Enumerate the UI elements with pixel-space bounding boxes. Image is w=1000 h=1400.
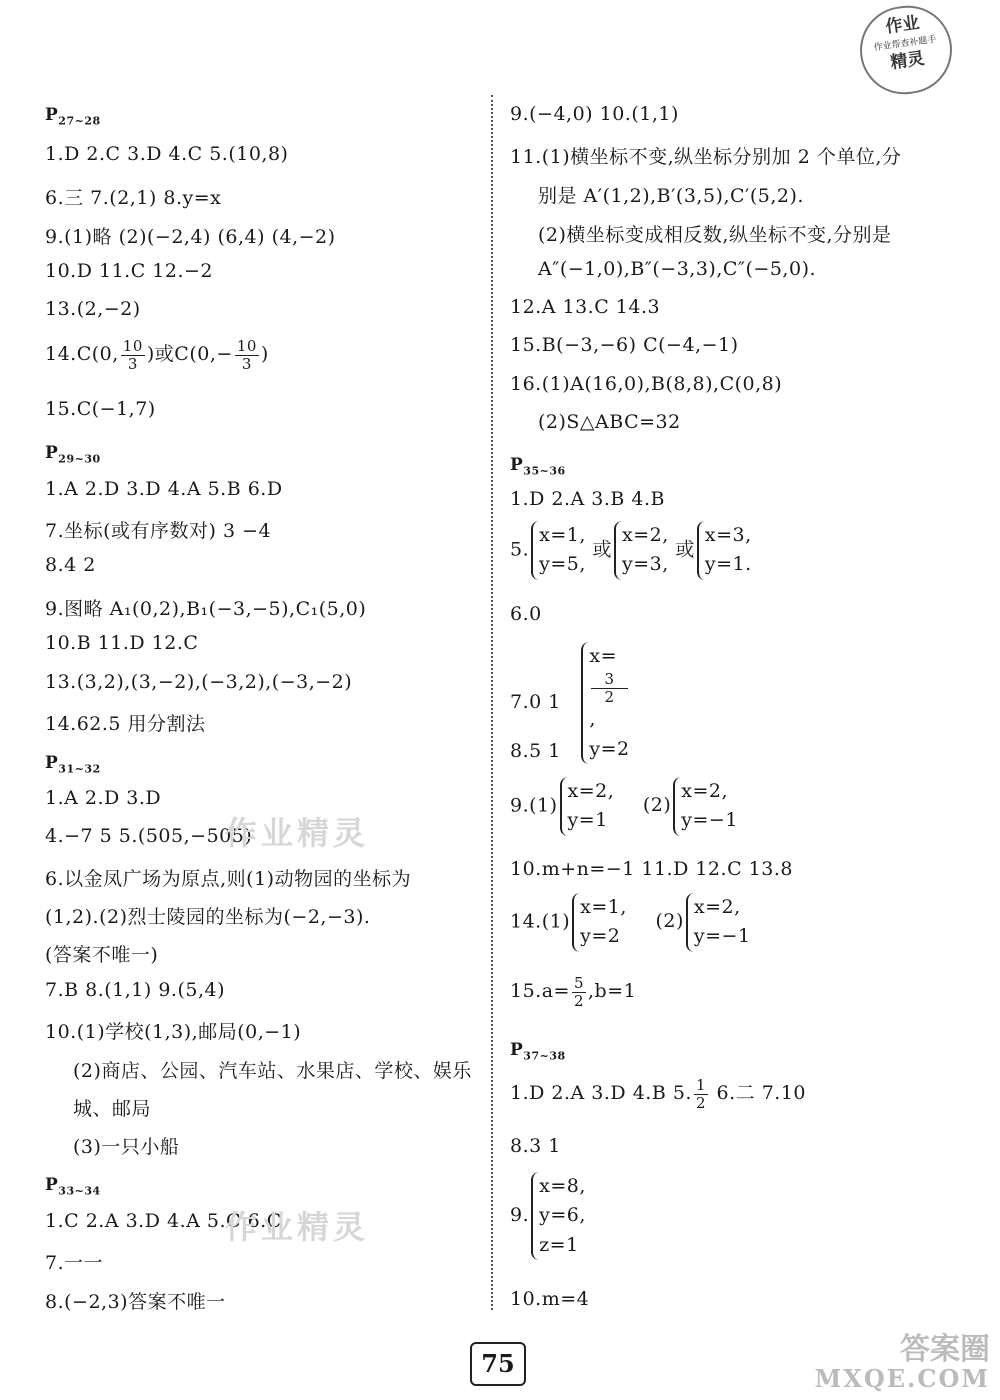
text-part: 或 (592, 538, 612, 561)
equation: y=3, (622, 553, 669, 576)
answer-line: A″(−1,0),B″(−3,3),C″(−5,0). (538, 258, 817, 280)
answer-line: 7.坐标(或有序数对) 3 −4 (45, 520, 272, 542)
equation (589, 642, 629, 735)
answer-line (510, 1077, 806, 1111)
answer-line: 8.3 1 (510, 1135, 561, 1157)
answer-line: (2)S△ABC=32 (538, 411, 681, 433)
answer-line: 9.(1)略 (2)(−2,4) (6,4) (4,−2) (45, 226, 336, 248)
equation: y=−1 (693, 925, 751, 948)
text-part: , (589, 708, 596, 731)
answer-line: 9.(−4,0) 10.(1,1) (510, 103, 679, 125)
answer-line (510, 521, 752, 580)
denominator: 2 (695, 1093, 706, 1112)
section-header (45, 1175, 101, 1197)
section-title: P (45, 105, 59, 125)
answer-line: 8.(−2,3)答案不唯一 (45, 1291, 226, 1313)
section-header (510, 1040, 566, 1062)
answer-line: 4.−7 5 5.(505,−505) (45, 825, 253, 847)
answer-line: 16.(1)A(16,0),B(8,8),C(0,8) (510, 373, 783, 395)
text-part: ) (260, 343, 269, 365)
equation: x=2, (622, 524, 669, 546)
fraction (591, 671, 627, 705)
text-part: 5. (510, 538, 530, 561)
column-divider (491, 95, 493, 1310)
answer-line: 11.(1)横坐标不变,纵坐标分别加 2 个单位,分 (510, 146, 902, 168)
answer-line: 8.5 1 (510, 740, 561, 762)
answer-line: 10.(1)学校(1,3),邮局(0,−1) (45, 1021, 302, 1043)
section-range: 35~36 (523, 464, 566, 478)
answer-line: (2)商店、公园、汽车站、水果店、学校、娱乐 (73, 1060, 472, 1082)
fraction (235, 338, 259, 372)
equation: y=1 (567, 809, 608, 832)
equation: x=2, (681, 780, 729, 802)
answer-line: 城、邮局 (73, 1098, 152, 1120)
text-part: 7.0 1 (510, 691, 561, 714)
fraction (121, 338, 145, 372)
answer-line: 1.D 2.C 3.D 4.C 5.(10,8) (45, 143, 289, 165)
text-part: 14.C(0, (45, 343, 119, 365)
answer-line: 别是 A′(1,2),B′(3,5),C′(5,2). (538, 185, 804, 207)
answer-line: 1.C 2.A 3.D 4.A 5.C 6.C (45, 1210, 282, 1232)
denominator: 3 (241, 354, 252, 373)
watermark-url: MXQE.COM (814, 1363, 990, 1393)
numerator: 5 (573, 974, 585, 992)
denominator: 3 (127, 354, 138, 373)
numerator: 10 (122, 337, 143, 355)
equation: y=1. (704, 553, 752, 576)
text-part: 9. (510, 1204, 530, 1227)
answer-line: 1.A 2.D 3.D (45, 787, 162, 809)
section-range: 27~28 (58, 114, 101, 128)
denominator: 2 (573, 991, 585, 1010)
answer-line: 10.m+n=−1 11.D 12.C 13.8 (510, 858, 793, 880)
equation: x=2, (693, 896, 741, 918)
answer-line (510, 893, 751, 952)
equation: x=8, (539, 1175, 586, 1197)
numerator: 10 (236, 337, 257, 355)
equation-system (572, 893, 627, 952)
text-part: 15.a= (510, 980, 570, 1002)
answer-line (510, 975, 636, 1009)
equation: x=1, (580, 896, 627, 918)
answer-line: 15.B(−3,−6) C(−4,−1) (510, 334, 739, 356)
denominator: 2 (604, 687, 615, 706)
text-part: (2) (655, 910, 684, 933)
fraction (572, 975, 586, 1009)
fraction (694, 1077, 708, 1111)
equation: x=2, (567, 780, 615, 802)
equation: x=1, (539, 524, 586, 546)
answer-line: 1.D 2.A 3.B 4.B (510, 488, 666, 510)
equation: y=2 (589, 737, 630, 760)
equation: y=2 (580, 925, 621, 948)
text-part: 9.(1) (510, 794, 558, 817)
answer-line (45, 338, 269, 372)
answer-line: 6.以金凤广场为原点,则(1)动物园的坐标为 (45, 868, 412, 890)
equation: y=−1 (681, 809, 738, 832)
answer-line: 10.B 11.D 12.C (45, 632, 199, 654)
equation-system (614, 521, 669, 580)
section-title: P (45, 753, 59, 773)
answer-line: 15.C(−1,7) (45, 398, 156, 420)
equation-system (686, 893, 751, 952)
answer-line (510, 1172, 586, 1260)
answer-line: (1,2).(2)烈士陵园的坐标为(−2,−3). (45, 906, 371, 928)
section-header (45, 105, 101, 127)
numerator: 1 (695, 1076, 706, 1094)
answer-line: 7.一一 (45, 1252, 104, 1274)
answer-line: 1.A 2.D 3.D 4.A 5.B 6.D (45, 478, 283, 500)
section-title: P (45, 1175, 59, 1195)
text-part: ,b=1 (588, 980, 637, 1002)
answer-line: 6.0 (510, 603, 542, 625)
equation-system (531, 1172, 586, 1260)
section-range: 29~30 (58, 452, 101, 466)
equation: x=3, (704, 524, 752, 546)
stamp-middle: 作业帮查补题手 (873, 34, 938, 54)
text-part: x= (589, 645, 618, 667)
watermark-brand: 答案圈 (900, 1331, 990, 1367)
answer-line: 14.62.5 用分割法 (45, 713, 206, 735)
stamp-bottom: 精灵 (889, 49, 926, 74)
answer-line: 9.图略 A₁(0,2),B₁(−3,−5),C₁(5,0) (45, 598, 367, 620)
text-part: (2) (642, 794, 672, 817)
answer-line: 6.三 7.(2,1) 8.y=x (45, 187, 222, 209)
equation-system (673, 777, 738, 836)
equation: y=5, (539, 553, 586, 576)
page-number: 75 (470, 1342, 526, 1386)
stamp-top: 作业 (884, 12, 921, 38)
equation: y=6, (539, 1204, 586, 1227)
section-header (45, 753, 101, 775)
text-part: 1.D 2.A 3.D 4.B 5. (510, 1082, 692, 1104)
answer-line: 7.B 8.(1,1) 9.(5,4) (45, 979, 226, 1001)
section-header (45, 443, 101, 465)
text-part: 6.二 7.10 (710, 1082, 807, 1104)
answer-line: 10.m=4 (510, 1288, 590, 1310)
answer-line: 8.4 2 (45, 554, 96, 576)
watermark-mid: 作业精灵 (225, 814, 370, 852)
answer-line: 13.(3,2),(3,−2),(−3,2),(−3,−2) (45, 671, 353, 693)
section-header (510, 455, 566, 477)
text-part: 或 (675, 538, 695, 561)
answer-line: 10.D 11.C 12.−2 (45, 260, 214, 282)
section-title: P (510, 1040, 524, 1060)
watermark-mid: 作业精灵 (225, 1208, 370, 1246)
equation-system (581, 642, 629, 764)
equation-system (560, 777, 615, 836)
answer-line: 13.(2,−2) (45, 298, 141, 320)
site-watermark (815, 1333, 990, 1392)
answer-line (510, 777, 738, 836)
section-range: 33~34 (58, 1184, 101, 1198)
section-title: P (510, 455, 524, 475)
text-part: 14.(1) (510, 910, 571, 933)
section-range: 37~38 (523, 1049, 566, 1063)
header-stamp (854, 0, 957, 100)
answer-line: (3)一只小船 (73, 1136, 180, 1158)
answer-line: (答案不唯一) (45, 944, 159, 966)
section-range: 31~32 (58, 762, 101, 776)
answer-line: 12.A 13.C 14.3 (510, 296, 661, 318)
equation-system (531, 521, 586, 580)
text-part: )或C(0,− (146, 343, 233, 365)
equation-system (697, 521, 752, 580)
numerator: 3 (591, 671, 627, 689)
answer-line: (2)横坐标变成相反数,纵坐标不变,分别是 (538, 224, 892, 246)
section-title: P (45, 443, 59, 463)
equation: z=1 (539, 1233, 579, 1256)
